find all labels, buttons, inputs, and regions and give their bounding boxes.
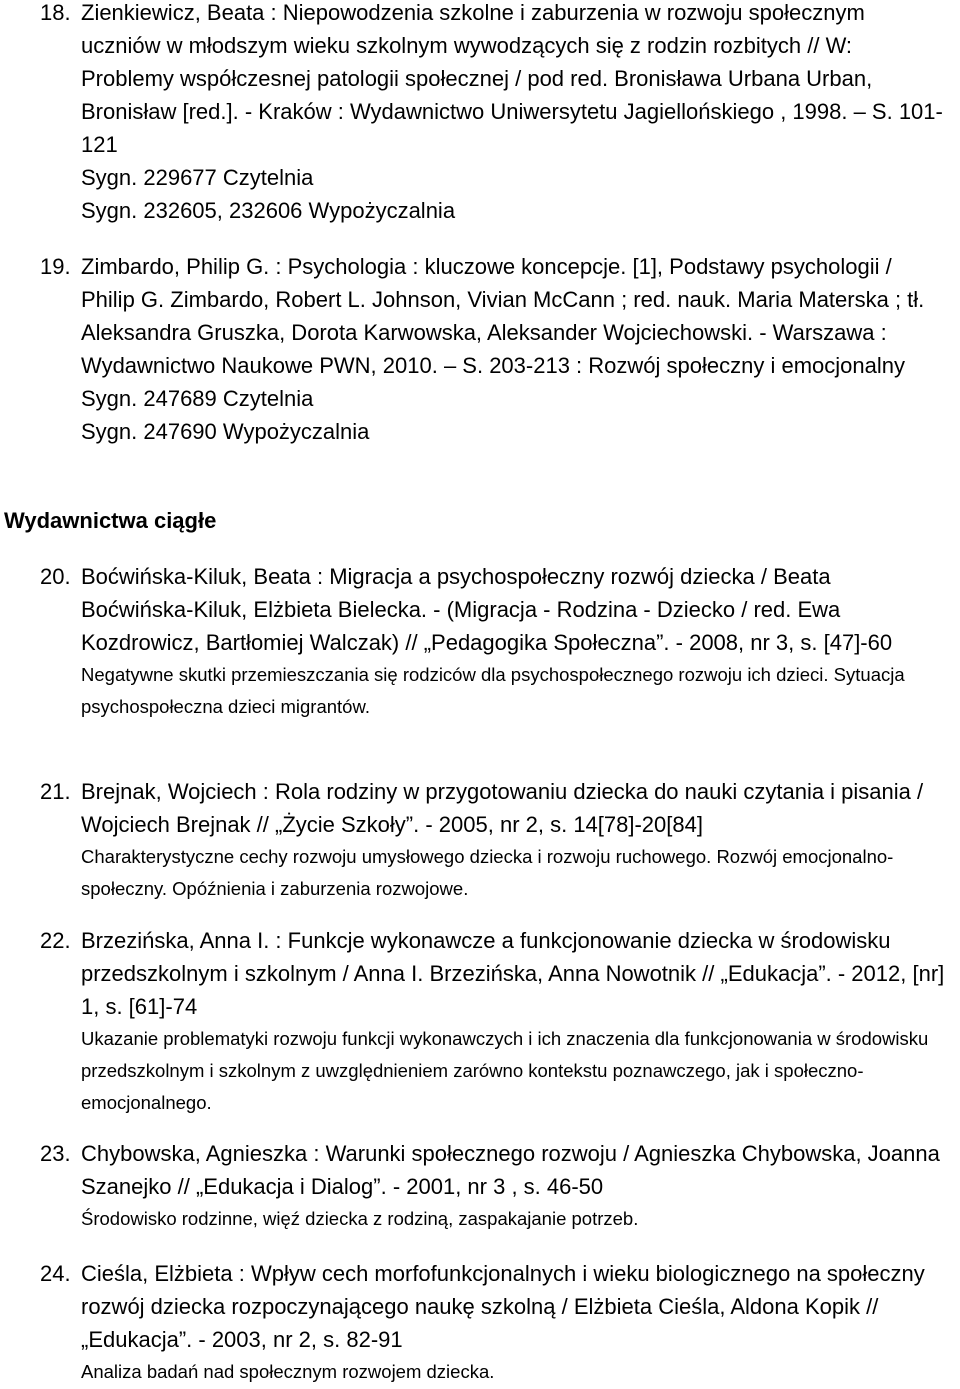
entry-annotation: Negatywne skutki przemieszczania się rodziców dla psychospołecznego rozwoju ich dzieci. Sytuacja psychospołeczna dzieci migrantów. — [81, 664, 905, 717]
entry-annotation: Środowisko rodzinne, więź dziecka z rodziną, zaspakajanie potrzeb. — [81, 1208, 639, 1229]
entry-number: 23. — [40, 1141, 71, 1166]
entry-annotation: Analiza badań nad społecznym rozwojem dziecka. — [81, 1361, 495, 1382]
bibliography-entry-19 — [40, 250, 948, 448]
signature-reading-room: Sygn. 229677 Czytelnia — [81, 165, 314, 190]
entry-annotation: Charakterystyczne cechy rozwoju umysłowego dziecka i rozwoju ruchowego. Rozwój emocjonalno-społeczny. Opóźnienia i zaburzenia rozwojowe. — [81, 846, 894, 899]
signature-reading-room: Sygn. 247689 Czytelnia — [81, 386, 314, 411]
entry-number: 20. — [40, 564, 71, 589]
bibliography-entry-18 — [40, 0, 948, 227]
entry-citation: Zimbardo, Philip G. : Psychologia : kluczowe koncepcje. [1], Podstawy psychologii / Philip G. Zimbardo, Robert L. Johnson, Vivian McCann ; red. nauk. Maria Materska ; tł. Aleksandra Gruszka, Dorota Karwowska, Aleksander Wojciechowski. - Warszawa : Wydawnictwo Naukowe PWN, 2010. – S. 203-213 : Rozwój społeczny i emocjonalny — [81, 254, 925, 378]
bibliography-entry-22 — [40, 924, 948, 1119]
entry-number: 21. — [40, 779, 71, 804]
signature-lending: Sygn. 247690 Wypożyczalnia — [81, 419, 370, 444]
bibliography-entry-20 — [40, 560, 948, 723]
signature-lending: Sygn. 232605, 232606 Wypożyczalnia — [81, 198, 456, 223]
entry-number: 18. — [40, 0, 71, 25]
entry-citation: Zienkiewicz, Beata : Niepowodzenia szkolne i zaburzenia w rozwoju społecznym uczniów w młodszym wieku szkolnym wywodzących się z rodzin rozbitych // W: Problemy współczesnej patologii społecznej / pod red. Bronisława Urbana Urban, Bronisław [red.]. - Kraków : Wydawnictwo Uniwersytetu Jagiellońskiego , 1998. – S. 101-121 — [81, 0, 943, 157]
section-heading: Wydawnictwa ciągłe — [4, 508, 217, 533]
entry-citation: Cieśla, Elżbieta : Wpływ cech morfofunkcjonalnych i wieku biologicznego na społeczny rozwój dziecka rozpoczynającego naukę szkolną / Elżbieta Cieśla, Aldona Kopik // „Edukacja”. - 2003, nr 2, s. 82-91 — [81, 1261, 925, 1352]
entry-number: 24. — [40, 1261, 71, 1286]
entry-citation: Brzezińska, Anna I. : Funkcje wykonawcze a funkcjonowanie dziecka w środowisku przedszkolnym i szkolnym / Anna I. Brzezińska, Anna Nowotnik // „Edukacja”. - 2012, [nr] 1, s. [61]-74 — [81, 928, 945, 1019]
entry-citation: Brejnak, Wojciech : Rola rodziny w przygotowaniu dziecka do nauki czytania i pisania / Wojciech Brejnak // „Życie Szkoły”. - 2005, nr 2, s. 14[78]-20[84] — [81, 779, 924, 837]
entry-number: 19. — [40, 254, 71, 279]
bibliography-entry-21 — [40, 775, 948, 905]
bibliography-entry-24 — [40, 1257, 948, 1388]
entry-citation: Chybowska, Agnieszka : Warunki społecznego rozwoju / Agnieszka Chybowska, Joanna Szanejko // „Edukacja i Dialog”. - 2001, nr 3 , s. 46-50 — [81, 1141, 940, 1199]
entry-citation: Boćwińska-Kiluk, Beata : Migracja a psychospołeczny rozwój dziecka / Beata Boćwińska-Kiluk, Elżbieta Bielecka. - (Migracja - Rodzina - Dziecko / red. Ewa Kozdrowicz, Bartłomiej Walczak) // „Pedagogika Społeczna”. - 2008, nr 3, s. [47]-60 — [81, 564, 893, 655]
entry-number: 22. — [40, 928, 71, 953]
entry-annotation: Ukazanie problematyki rozwoju funkcji wykonawczych i ich znaczenia dla funkcjonowania w środowisku przedszkolnym i szkolnym z uwzględnieniem zarówno kontekstu poznawczego, jak i społeczno-emocjonalnego. — [81, 1028, 929, 1113]
bibliography-entry-23 — [40, 1137, 948, 1235]
